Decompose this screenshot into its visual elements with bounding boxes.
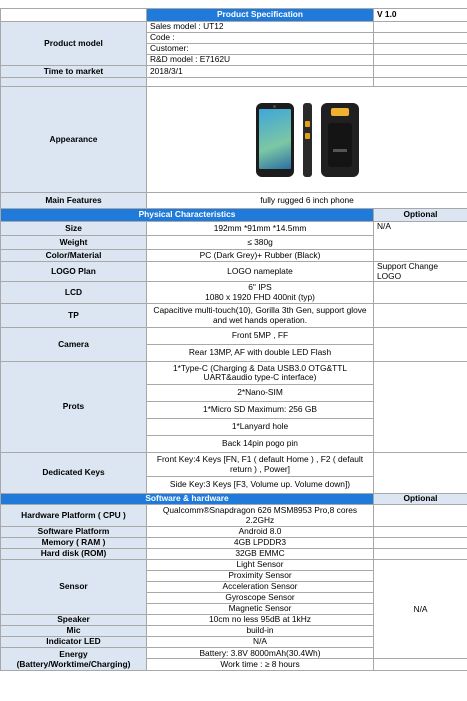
title-left-blank [1, 9, 147, 22]
ports-sd: 1*Micro SD Maximum: 256 GB [147, 402, 374, 419]
sensor-label: Sensor [1, 560, 147, 615]
lcd-label: LCD [1, 282, 147, 304]
keys-front: Front Key:4 Keys [FN, F1 ( default Home ) , F2 ( default return ) , Power] [147, 453, 374, 477]
software-hardware-header: Software & hardware [1, 494, 374, 505]
indicator-led-value: N/A [147, 637, 374, 648]
dedicated-keys-label: Dedicated Keys [1, 453, 147, 494]
sales-model: Sales model : UT12 [147, 22, 374, 33]
customer-field: Customer: [147, 44, 374, 55]
speaker-value: 10cm no less 95dB at 1kHz [147, 615, 374, 626]
sensor-optional: N/A [374, 560, 467, 659]
software-optional-header: Optional [374, 494, 467, 505]
tp-label: TP [1, 304, 147, 328]
phone-product-photos [150, 103, 464, 177]
ports-pogo: Back 14pin pogo pin [147, 436, 374, 453]
product-model-label: Product model [1, 22, 147, 66]
color-material-value: PC (Dark Grey)+ Rubber (Black) [147, 250, 374, 262]
energy-label-subtitle: (Battery/Worktime/Charging) [16, 658, 131, 669]
tp-value: Capacitive multi-touch(10), Gorilla 3th Gen, support glove and wet hands operation. [147, 304, 374, 328]
camera-front: Front 5MP , FF [147, 328, 374, 345]
code-field: Code : [147, 33, 374, 44]
size-value: 192mm *91mm *14.5mm [147, 222, 374, 236]
software-header-row [1, 494, 467, 505]
sensor-item: Magnetic Sensor [147, 604, 374, 615]
appearance-label: Appearance [1, 87, 147, 193]
size-label: Size [1, 222, 147, 236]
hard-disk-value: 32GB EMMC [147, 549, 374, 560]
phone-side-image [303, 103, 312, 177]
physical-optional-header: Optional [374, 209, 467, 222]
lcd-value [147, 282, 374, 304]
ports-label: Prots [1, 362, 147, 453]
phone-back-image [321, 103, 359, 177]
camera-rear: Rear 13MP, AF with double LED Flash [147, 345, 374, 362]
title-row [1, 9, 467, 22]
ports-sim: 2*Nano-SIM [147, 385, 374, 402]
lcd-size: 6" IPS [248, 282, 272, 293]
camera-label: Camera [1, 328, 147, 362]
indicator-led-label: Indicator LED [1, 637, 147, 648]
spec-table [0, 8, 467, 671]
color-material-label: Color/Material [1, 250, 147, 262]
main-features-value: fully rugged 6 inch phone [147, 193, 467, 209]
battery-value: Battery: 3.8V 8000mAh(30.4Wh) [147, 648, 374, 659]
version-label: V 1.0 [374, 9, 467, 22]
keys-side: Side Key:3 Keys [F3, Volume up. Volume down]) [147, 477, 374, 494]
appearance-image-cell [147, 87, 467, 193]
energy-label-title: Energy [59, 649, 88, 660]
hardware-platform-label: Hardware Platform ( CPU ) [1, 505, 147, 527]
time-to-market-label: Time to market [1, 66, 147, 78]
ports-lanyard: 1*Lanyard hole [147, 419, 374, 436]
sensor-item: Light Sensor [147, 560, 374, 571]
ports-usb: 1*Type-C (Charging & Data USB3.0 OTG&TTL UART&audio type-C interface) [147, 362, 374, 385]
logo-plan-value: LOGO nameplate [147, 262, 374, 282]
phone-front-image [256, 103, 294, 177]
software-platform-label: Software Platform [1, 527, 147, 538]
size-optional: N/A [374, 222, 467, 250]
rd-model: R&D model : E7162U [147, 55, 374, 66]
sheet-title: Product Specification [147, 9, 374, 22]
memory-ram-value: 4GB LPDDR3 [147, 538, 374, 549]
hardware-platform-value: Qualcomm®Snapdragon 626 MSM8953 Pro,8 cores 2.2GHz [147, 505, 374, 527]
sensor-item: Proximity Sensor [147, 571, 374, 582]
logo-plan-label: LOGO Plan [1, 262, 147, 282]
lcd-resolution: 1080 x 1920 FHD 400nit (typ) [205, 291, 315, 302]
physical-header-row [1, 209, 467, 222]
worktime-value: Work time : ≥ 8 hours [147, 659, 374, 670]
weight-label: Weight [1, 236, 147, 250]
sensor-item: Acceleration Sensor [147, 582, 374, 593]
mic-label: Mic [1, 626, 147, 637]
speaker-label: Speaker [1, 615, 147, 626]
logo-plan-optional: Support Change LOGO [374, 262, 467, 282]
sensor-item: Gyroscope Sensor [147, 593, 374, 604]
software-platform-value: Android 8.0 [147, 527, 374, 538]
energy-label [1, 648, 147, 670]
physical-characteristics-header: Physical Characteristics [1, 209, 374, 222]
main-features-label: Main Features [1, 193, 147, 209]
time-to-market-value: 2018/3/1 [147, 66, 374, 78]
mic-value: build-in [147, 626, 374, 637]
memory-ram-label: Memory ( RAM ) [1, 538, 147, 549]
weight-value: ≤ 380g [147, 236, 374, 250]
hard-disk-label: Hard disk (ROM) [1, 549, 147, 560]
